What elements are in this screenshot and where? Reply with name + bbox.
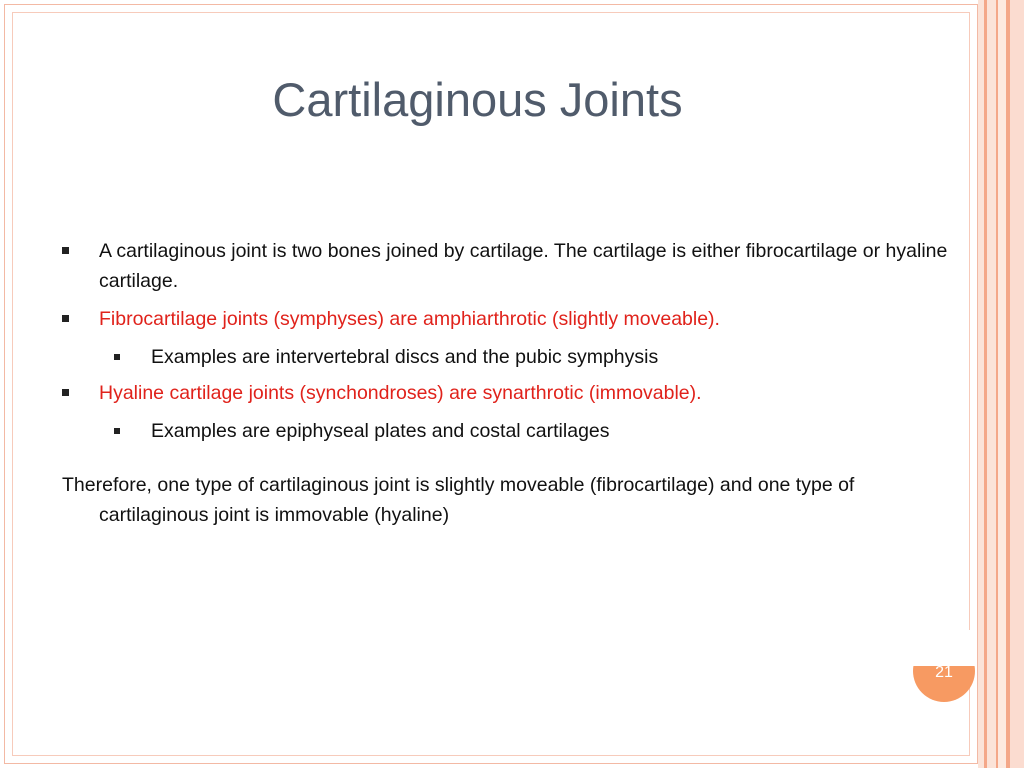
- sub-bullet-item: [62, 342, 952, 372]
- bullet-item-highlighted: [62, 304, 952, 334]
- bullet-item-highlighted: [62, 378, 952, 408]
- square-bullet-icon: [62, 247, 69, 254]
- bullet-text: A cartilaginous joint is two bones joined by cartilage. The cartilage is either fibrocartilage or hyaline cartilage.: [99, 240, 948, 292]
- bullet-item: [62, 236, 952, 296]
- page-number: 21: [935, 664, 953, 681]
- square-bullet-icon: [62, 315, 69, 322]
- slide-title: Cartilaginous Joints: [272, 73, 683, 126]
- conclusion-paragraph: Therefore, one type of cartilaginous joint is slightly moveable (fibrocartilage) and one type of cartilaginous joint is immovable (hyaline): [62, 474, 855, 526]
- square-bullet-icon: [114, 428, 120, 434]
- sub-bullet-text: Examples are epiphyseal plates and costal cartilages: [151, 420, 610, 442]
- sub-bullet-text: Examples are intervertebral discs and the pubic symphysis: [151, 346, 659, 368]
- bullet-text: Hyaline cartilage joints (synchondroses) are synarthrotic (immovable).: [99, 382, 702, 404]
- page-badge-mask: [905, 630, 975, 666]
- square-bullet-icon: [114, 354, 120, 360]
- square-bullet-icon: [62, 389, 69, 396]
- bullet-text: Fibrocartilage joints (symphyses) are amphiarthrotic (slightly moveable).: [99, 308, 720, 330]
- decorative-stripe: [1010, 0, 1024, 768]
- sub-bullet-item: [62, 416, 952, 446]
- decorative-stripe: [998, 0, 1006, 768]
- decorative-stripe: [987, 0, 996, 768]
- slide-body: [62, 236, 952, 530]
